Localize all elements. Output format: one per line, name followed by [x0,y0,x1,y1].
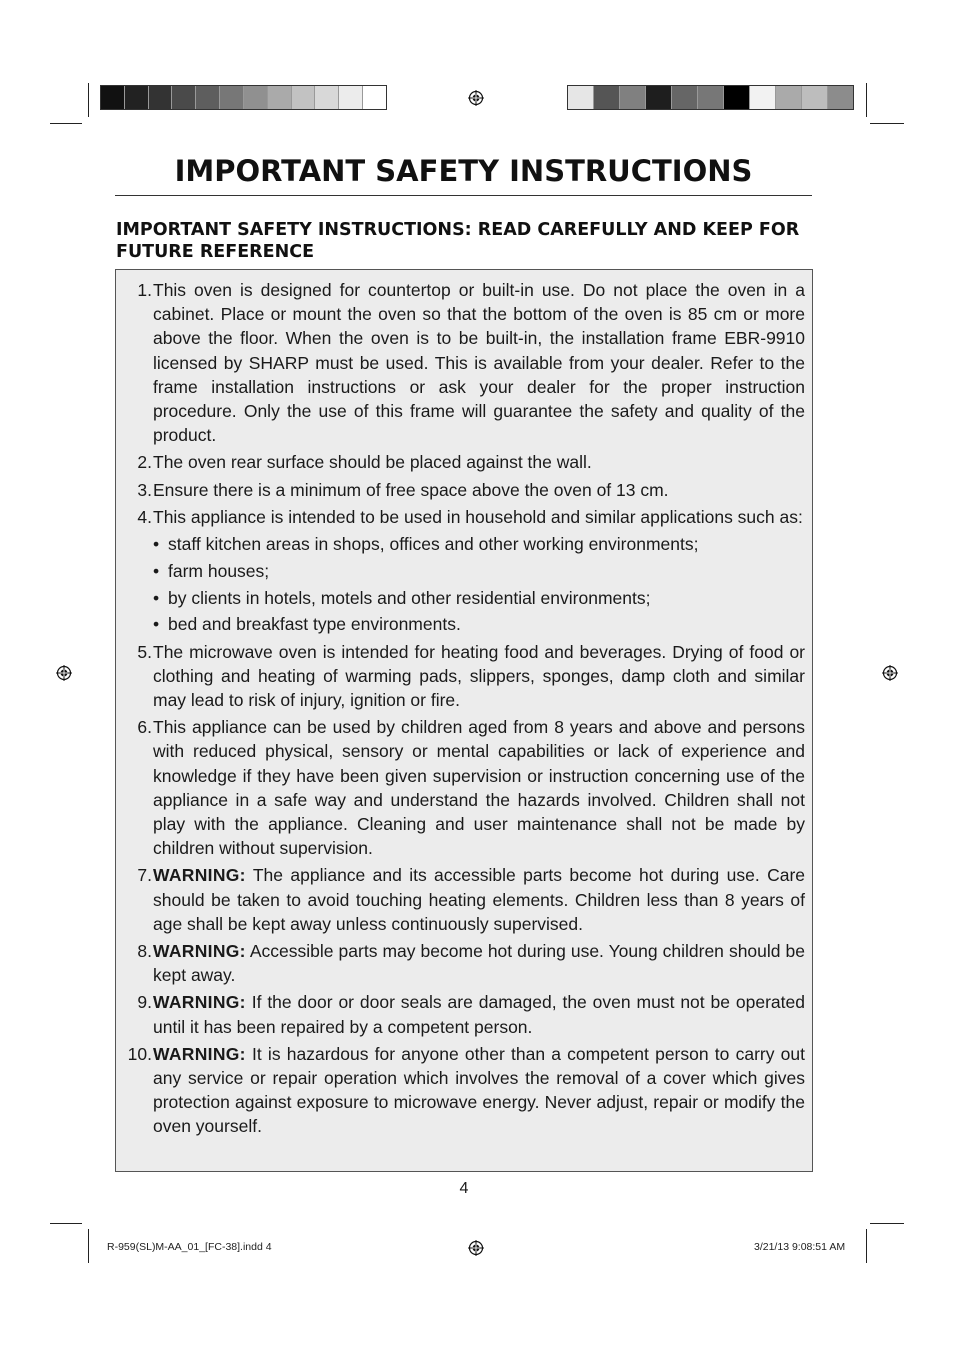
color-swatch [672,86,698,109]
bullet-text: bed and breakfast type environments. [168,614,461,635]
bullet-item [153,532,805,556]
instruction-number: 5. [137,641,152,662]
instruction-number: 1. [137,280,152,300]
instructions-list [116,278,812,1142]
color-swatch [268,86,292,109]
instruction-item [116,478,812,502]
instruction-item [116,505,812,637]
instruction-text [153,640,805,713]
page-number: 4 [459,1180,469,1197]
instruction-body: Accessible parts may become hot during use. Young children should be kept away. [153,941,805,986]
instruction-text [153,1042,805,1139]
crop-mark [88,83,89,117]
crop-mark [88,1229,89,1263]
warning-label: WARNING: [153,992,246,1013]
color-calibration-bar-left [100,85,387,110]
instruction-body: It is hazardous for anyone other than a competent person to carry out any service or repair operation which involves the removal of a cover which gives protection against exposure to microwave energy. Never adjust, repair or modify the oven yourself. [153,1043,805,1137]
bullet-icon: • [153,614,160,635]
color-swatch [244,86,268,109]
instruction-text [153,715,805,860]
footer-timestamp: 3/21/13 9:08:51 AM [754,1241,846,1253]
bullet-text: staff kitchen areas in shops, offices and other working environments; [168,534,699,555]
instruction-text [153,450,805,474]
color-swatch [698,86,724,109]
color-swatch [220,86,244,109]
color-swatch [594,86,620,109]
title-divider [115,195,812,196]
instruction-body: This appliance is intended to be used in household and similar applications such as: [153,506,803,527]
instruction-text [153,990,805,1038]
instruction-text [153,478,805,502]
instruction-number: 4. [137,506,152,527]
crop-mark [50,123,82,124]
color-swatch [750,86,776,109]
color-swatch [620,86,646,109]
instruction-body: This appliance can be used by children aged from 8 years and above and persons with reduced physical, sensory or mental capabilities or lack of experience and knowledge if they have been given supervision or instruction concerning use of the appliance in a safe way and understand the hazards involved. Children shall not play with the appliance. Cleaning and user maintenance shall not be made by children without supervision. [153,717,805,859]
page-title: IMPORTANT SAFETY INSTRUCTIONS [174,154,753,188]
instruction-item [116,863,812,936]
bullet-item [153,586,805,610]
instruction-number: 6. [137,717,152,738]
color-swatch [828,86,853,109]
color-swatch [292,86,316,109]
instruction-item [116,715,812,860]
registration-mark-icon [56,665,72,681]
bullet-item [153,559,805,583]
registration-mark-icon [468,90,484,106]
color-swatch [724,86,750,109]
bullet-list [153,532,805,637]
instruction-body: Ensure there is a minimum of free space above the oven of 13 cm. [153,479,669,500]
instruction-body: If the door or door seals are damaged, the oven must not be operated until it has been repaired by a competent person. [153,992,805,1037]
instruction-number: 7. [137,865,152,886]
crop-mark [870,1223,904,1224]
instruction-number: 8. [137,941,152,962]
warning-label: WARNING: [153,1043,246,1064]
crop-mark [50,1223,82,1224]
color-swatch [776,86,802,109]
color-swatch [149,86,173,109]
instruction-text [153,505,805,529]
instructions-box [115,269,813,1172]
instruction-item [116,990,812,1038]
instruction-number: 2. [137,452,152,473]
color-swatch [646,86,672,109]
instruction-item [116,1042,812,1139]
instruction-number: 3. [137,479,152,500]
instruction-text [153,939,805,987]
registration-mark-icon [468,1240,484,1256]
bullet-icon: • [153,560,160,581]
instruction-item [116,640,812,713]
warning-label: WARNING: [153,865,246,886]
color-calibration-bar-right [567,85,854,110]
bullet-icon: • [153,587,160,608]
bullet-icon: • [153,534,160,555]
color-swatch [339,86,363,109]
color-swatch [172,86,196,109]
instruction-item [116,450,812,474]
crop-mark [870,123,904,124]
instruction-body: This oven is designed for countertop or built-in use. Do not place the oven in a cabinet. Place or mount the oven so that the bottom of the oven is 85 cm or more above the floor. When the oven is to be built-in, the installation frame EBR-9910 licensed by SHARP must be used. This is available from your dealer. Refer to the frame installation instructions or ask your dealer for the proper instruction procedure. Only the use of this frame will guarantee the safety and quality of the product. [153,280,805,446]
footer-filename: R-959(SL)M-AA_01_[FC-38].indd 4 [107,1241,272,1253]
instruction-number: 10. [127,1043,152,1064]
instruction-body: The microwave oven is intended for heating food and beverages. Drying of food or clothing and heating of warming pads, slippers, sponges, damp cloth and similar may lead to risk of injury, ignition or fire. [153,641,805,711]
instruction-item [116,939,812,987]
section-subtitle: IMPORTANT SAFETY INSTRUCTIONS: READ CAREFULLY AND KEEP FOR FUTURE REFERENCE [116,220,800,262]
color-swatch [196,86,220,109]
instruction-text [153,863,805,936]
color-swatch [125,86,149,109]
warning-label: WARNING: [153,941,246,962]
registration-mark-icon [882,665,898,681]
instruction-text [153,278,805,447]
color-swatch [315,86,339,109]
color-swatch [802,86,828,109]
instruction-body: The oven rear surface should be placed against the wall. [153,452,592,473]
bullet-text: farm houses; [168,560,270,581]
color-swatch [363,86,386,109]
bullet-item [153,612,805,636]
crop-mark [866,83,867,117]
crop-mark [866,1229,867,1263]
instruction-item [116,278,812,447]
bullet-text: by clients in hotels, motels and other residential environments; [168,587,651,608]
instruction-body: The appliance and its accessible parts become hot during use. Care should be taken to avoid touching heating elements. Children less than 8 years of age shall be kept away unless continuously supervised. [153,865,806,934]
instruction-number: 9. [137,992,152,1013]
color-swatch [568,86,594,109]
color-swatch [101,86,125,109]
